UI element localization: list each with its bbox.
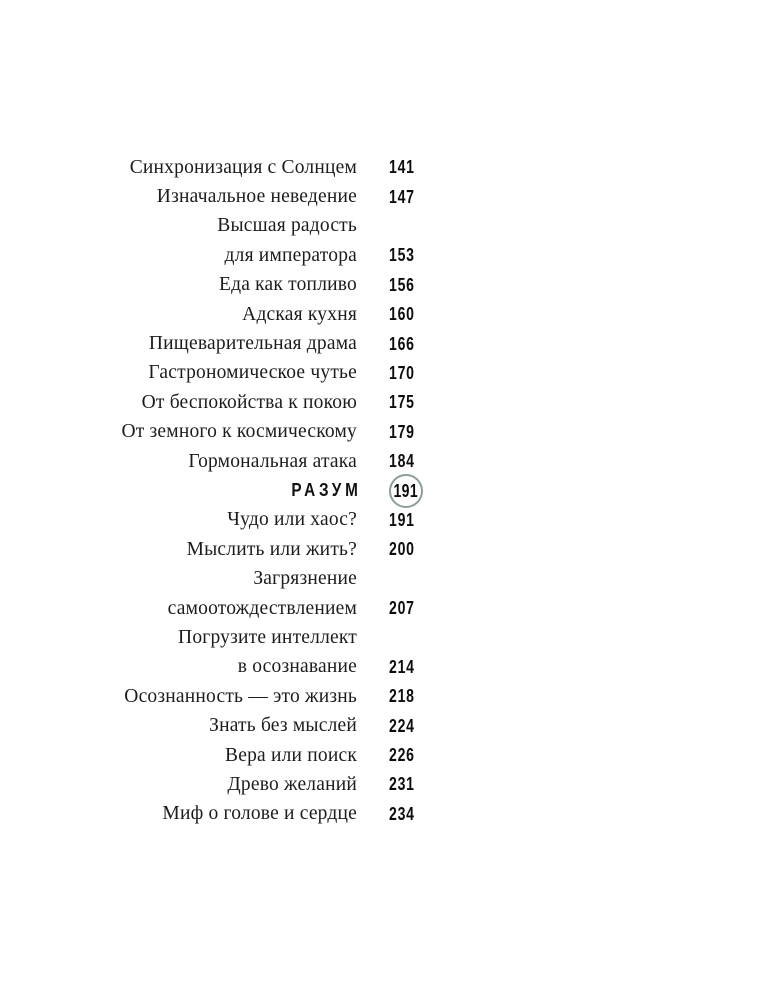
page-number-wrap bbox=[389, 245, 422, 266]
chapter-title: Миф о голове и сердце bbox=[162, 803, 357, 825]
toc-line bbox=[100, 535, 459, 564]
toc-title-cell bbox=[100, 304, 357, 326]
toc-line bbox=[100, 329, 459, 358]
page-number: 184 bbox=[389, 451, 415, 472]
chapter-title: Гормональная атака bbox=[188, 450, 357, 472]
toc-title-cell bbox=[100, 598, 357, 620]
toc-title-cell bbox=[100, 421, 357, 443]
toc-page-cell bbox=[389, 804, 459, 825]
page-number: 231 bbox=[389, 774, 415, 795]
page-number-wrap bbox=[389, 275, 422, 296]
toc-entry bbox=[100, 770, 459, 799]
page-number: 166 bbox=[389, 333, 415, 354]
toc-title-cell bbox=[100, 479, 362, 502]
toc-line bbox=[100, 594, 459, 623]
toc-page-cell bbox=[389, 187, 459, 208]
toc-entry bbox=[100, 535, 459, 564]
toc-page-cell bbox=[389, 275, 459, 296]
toc-title-cell bbox=[100, 656, 357, 678]
toc-line bbox=[100, 476, 459, 505]
toc-page-cell bbox=[389, 157, 459, 178]
toc-title-cell bbox=[100, 274, 357, 296]
toc-title-cell bbox=[100, 215, 357, 237]
page-number-wrap bbox=[389, 422, 422, 443]
page-number: 153 bbox=[389, 245, 415, 266]
toc-page-cell bbox=[389, 363, 459, 384]
chapter-title: Погрузите интеллект bbox=[178, 626, 357, 648]
toc-line bbox=[100, 653, 459, 682]
chapter-title: Изначальное неведение bbox=[156, 186, 357, 208]
chapter-title: Еда как топливо bbox=[219, 274, 357, 296]
toc-line bbox=[100, 711, 459, 740]
page-number: 175 bbox=[389, 392, 415, 413]
page-number: 191 bbox=[389, 509, 415, 530]
section-heading: РАЗУМ bbox=[291, 479, 362, 500]
toc-title-cell bbox=[100, 362, 357, 384]
chapter-title: Осознанность — это жизнь bbox=[124, 685, 357, 707]
page-number: 141 bbox=[389, 157, 415, 178]
chapter-title: в осознавание bbox=[237, 656, 357, 678]
page-number: 218 bbox=[389, 686, 415, 707]
toc-title-cell bbox=[100, 157, 357, 179]
toc-entry bbox=[100, 359, 459, 388]
toc-entry bbox=[100, 212, 459, 271]
toc-title-cell bbox=[100, 568, 357, 590]
toc-line bbox=[100, 564, 459, 593]
chapter-title: От беспокойства к покою bbox=[141, 391, 357, 413]
toc-line bbox=[100, 241, 459, 270]
toc-line bbox=[100, 770, 459, 799]
toc-entry bbox=[100, 182, 459, 211]
page-number: 191 bbox=[393, 480, 419, 501]
toc-entry bbox=[100, 418, 459, 447]
toc-entry bbox=[100, 329, 459, 358]
chapter-title: От земного к космическому bbox=[121, 421, 357, 443]
toc-line bbox=[100, 418, 459, 447]
page-number-wrap bbox=[389, 539, 422, 560]
page-number: 214 bbox=[389, 656, 415, 677]
toc-line bbox=[100, 359, 459, 388]
chapter-title: Загрязнение bbox=[253, 568, 357, 590]
chapter-title: Гастрономическое чутье bbox=[148, 362, 357, 384]
chapter-title: Высшая радость bbox=[217, 215, 357, 237]
page-number: 179 bbox=[389, 421, 415, 442]
chapter-title: Знать без мыслей bbox=[209, 715, 357, 737]
toc-line bbox=[100, 506, 459, 535]
toc-title-cell bbox=[100, 745, 357, 767]
toc-title-cell bbox=[100, 627, 357, 649]
chapter-title: Пищеварительная драма bbox=[148, 333, 357, 355]
toc-line bbox=[100, 271, 459, 300]
toc-line bbox=[100, 182, 459, 211]
chapter-title: Древо желаний bbox=[227, 773, 357, 795]
toc-line bbox=[100, 388, 459, 417]
toc-entry bbox=[100, 564, 459, 623]
page-number-wrap bbox=[389, 657, 422, 678]
toc-title-cell bbox=[100, 392, 357, 414]
toc-page-cell bbox=[389, 686, 459, 707]
toc-entry bbox=[100, 741, 459, 770]
toc-page-cell bbox=[389, 510, 459, 531]
chapter-title: самоотождествлением bbox=[167, 597, 357, 619]
toc-page-cell bbox=[389, 422, 459, 443]
chapter-title: Адская кухня bbox=[242, 303, 357, 325]
toc-entry bbox=[100, 800, 459, 829]
page-number-wrap bbox=[389, 187, 422, 208]
chapter-title: Мыслить или жить? bbox=[186, 538, 357, 560]
table-of-contents bbox=[100, 153, 459, 829]
page-number-wrap bbox=[389, 804, 422, 825]
toc-line bbox=[100, 212, 459, 241]
page-number: 226 bbox=[389, 745, 415, 765]
page-number: 160 bbox=[389, 304, 415, 325]
chapter-title: для императора bbox=[224, 244, 357, 266]
toc-line bbox=[100, 153, 459, 182]
toc-title-cell bbox=[100, 509, 357, 531]
toc-page-cell bbox=[389, 392, 459, 413]
toc-entry bbox=[100, 476, 459, 505]
toc-page-cell bbox=[389, 745, 459, 766]
toc-entry bbox=[100, 682, 459, 711]
toc-line bbox=[100, 623, 459, 652]
chapter-title: Вера или поиск bbox=[225, 744, 357, 766]
chapter-title: Синхронизация с Солнцем bbox=[129, 156, 357, 178]
toc-title-cell bbox=[100, 715, 357, 737]
toc-title-cell bbox=[100, 333, 357, 355]
page-number-wrap bbox=[389, 392, 422, 413]
toc-line bbox=[100, 800, 459, 829]
chapter-title: Чудо или хаос? bbox=[227, 509, 357, 531]
toc-entry bbox=[100, 388, 459, 417]
toc-page-cell bbox=[389, 598, 459, 619]
toc-line bbox=[100, 447, 459, 476]
page-number-wrap bbox=[389, 451, 422, 472]
toc-page-cell bbox=[389, 774, 459, 795]
page-number-wrap bbox=[389, 686, 422, 707]
page-number-wrap bbox=[389, 334, 422, 355]
page-number-wrap bbox=[389, 774, 422, 795]
toc-title-cell bbox=[100, 245, 357, 267]
page-number-wrap bbox=[389, 157, 422, 178]
toc-title-cell bbox=[100, 451, 357, 473]
toc-page-cell bbox=[389, 716, 459, 737]
toc-entry bbox=[100, 300, 459, 329]
toc-line bbox=[100, 741, 459, 770]
toc-entry bbox=[100, 623, 459, 682]
page-number-wrap bbox=[389, 598, 422, 619]
toc-entry bbox=[100, 506, 459, 535]
toc-line bbox=[100, 300, 459, 329]
toc-line bbox=[100, 682, 459, 711]
page-number: 207 bbox=[389, 598, 415, 619]
page-number: 234 bbox=[389, 803, 415, 824]
page-number: 147 bbox=[389, 186, 415, 207]
toc-page-cell bbox=[389, 539, 459, 560]
page-number-wrap bbox=[389, 716, 422, 737]
page-number-wrap bbox=[389, 745, 422, 766]
toc-page-cell bbox=[389, 334, 459, 355]
toc-entry bbox=[100, 711, 459, 740]
toc-title-cell bbox=[100, 186, 357, 208]
page-number: 224 bbox=[389, 715, 415, 736]
page-number: 156 bbox=[389, 274, 415, 295]
toc-page-cell bbox=[389, 451, 459, 472]
highlight-circle bbox=[389, 474, 423, 508]
toc-page-cell bbox=[389, 476, 459, 505]
page-number-wrap bbox=[389, 304, 422, 325]
page-number-wrap bbox=[389, 510, 422, 531]
toc-title-cell bbox=[100, 774, 357, 796]
toc-entry bbox=[100, 271, 459, 300]
page-number: 200 bbox=[389, 539, 415, 560]
toc-title-cell bbox=[100, 686, 357, 708]
page-number-wrap bbox=[389, 363, 422, 384]
page-number: 170 bbox=[389, 362, 415, 383]
toc-entry bbox=[100, 153, 459, 182]
toc-entry bbox=[100, 447, 459, 476]
toc-page-cell bbox=[389, 304, 459, 325]
toc-title-cell bbox=[100, 539, 357, 561]
toc-page-cell bbox=[389, 657, 459, 678]
toc-page-cell bbox=[389, 245, 459, 266]
toc-title-cell bbox=[100, 803, 357, 825]
